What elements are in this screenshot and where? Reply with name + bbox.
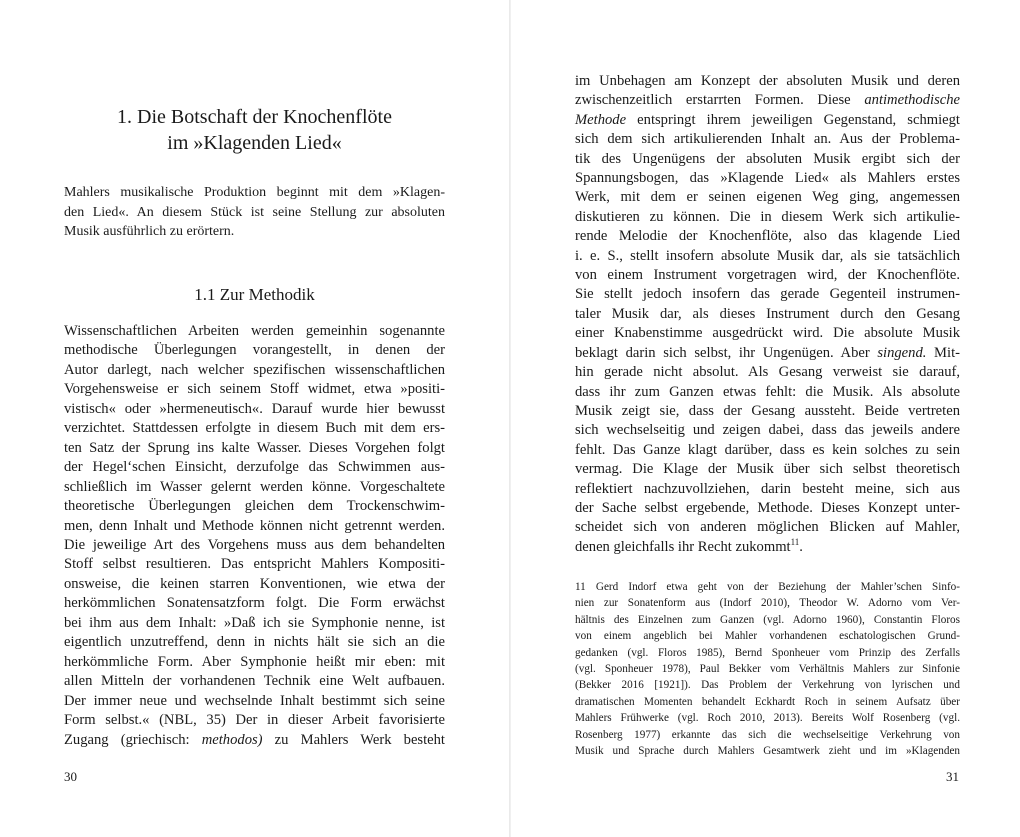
body-line: men, denn Inhalt und Methode können nicht getrennt werden. xyxy=(64,517,445,534)
footnote-line: nien zur Sonatenform aus (Indorf 2010), Theodor W. Adorno vom Ver- xyxy=(575,597,960,610)
body-line: allen Mitteln der vorhandenen Technik eine Welt aufbauen. xyxy=(64,673,445,690)
body-line: Spannungsbogen, das »Klagende Lied« als Mahlers erstes xyxy=(575,170,960,187)
body-text: zwischenzeitlich erstarrten Formen. Diese xyxy=(575,92,865,109)
body-text: beklagt darin sich selbst, ihr Ungenügen. Aber xyxy=(575,344,878,361)
body-line: Der immer neue und wechselnde Inhalt bestimmt sich seine xyxy=(64,692,445,709)
footnote-line: 11 Gerd Indorf etwa geht von der Beziehung der Mahler’schen Sinfo- xyxy=(575,581,960,593)
body-line xyxy=(575,344,960,363)
body-line: sich wechselseitig und zeigen dabei, dass das jeweils andere xyxy=(575,422,960,439)
left-page xyxy=(0,0,509,837)
body-line: sich dem sich artikulierenden Inhalt an. Aus der Problema- xyxy=(575,131,960,148)
intro-line: Mahlers musikalische Produktion beginnt mit dem »Klagen- xyxy=(64,185,445,200)
body-line: ten Satz der Sprung ins kalte Wasser. Dieses Vorgehen folgt xyxy=(64,439,445,456)
body-line: theoretische Überlegungen gleichen dem Trockenschwim- xyxy=(64,498,445,515)
body-text: Mit- xyxy=(926,344,960,361)
page-number-left: 30 xyxy=(64,769,77,784)
footnote-line: Rosenberg 1977) erkannte das sich die wechselseitige Verkehrung von xyxy=(575,728,960,741)
body-line: fehlt. Das Ganze klagt darüber, dass es kein solches zu sein xyxy=(575,441,960,458)
body-line: der Hegel‘schen Einsicht, derzufolge das Schwimmen aus- xyxy=(64,459,445,476)
body-text: Zugang (griechisch: xyxy=(64,731,202,748)
body-line: der Sache selbst ergebende, Methode. Dieses Konzept unter- xyxy=(575,499,960,516)
body-line: Form selbst.« (NBL, 35) Der in dieser Arbeit favorisierte xyxy=(64,712,445,729)
body-line: bei ihm aus dem Inhalt: »Daß ich sie Symphonie nenne, ist xyxy=(64,614,445,631)
body-text: denen gleichfalls ihr Recht zukommt xyxy=(575,538,791,555)
continuation-paragraph xyxy=(575,72,960,557)
body-line: Wissenschaftlichen Arbeiten werden gemeinhin sogenannte xyxy=(64,323,445,339)
body-line: diskutieren zu können. Die in diesem Werk sich artikulie- xyxy=(575,208,960,225)
body-text: zu Mahlers Werk besteht xyxy=(262,731,445,748)
footnote-line: dramatischen Momenten behandelt Eckhardt Roch in seinem Aufsatz über xyxy=(575,695,960,708)
footnote-reference: 11 xyxy=(790,536,800,547)
footnote-line: Mahlers Frühwerke (vgl. Roch 2010, 2013). Bereits Wolf Rosenberg (vgl. xyxy=(575,712,960,725)
footnote-line: Musik und Sprache durch Mahlers Gesamtwerk zieht und im »Klagenden xyxy=(575,745,960,758)
body-line: herkömmliche Form. Aber Symphonie heißt mir eben: mit xyxy=(64,653,445,670)
body-line: verzichtet. Stattdessen erfolgte in diesem Buch mit dem ers- xyxy=(64,420,445,437)
body-line: Sie stellt jedoch insofern das gerade Gegenteil instrumen- xyxy=(575,286,960,303)
body-line: vistisch« oder »hermeneutisch«. Darauf wurde hier bewusst xyxy=(64,400,445,417)
italic-term: antimethodische xyxy=(864,92,960,109)
body-line: reflektiert nachzuvollziehen, darin besteht meine, sich aus xyxy=(575,480,960,497)
body-line: Musik zeigt sie, dass der Gesang aussteht. Beide vertreten xyxy=(575,402,960,419)
body-line: einer Knabenstimme ausgedrückt wird. Die absolute Musik xyxy=(575,325,960,342)
body-line: onsweise, die keinen starren Konventionen, wie etwa der xyxy=(64,575,445,592)
body-line: rende Melodie der Knochenflöte, also das klagende Lied xyxy=(575,228,960,245)
footnote-11 xyxy=(575,579,960,759)
body-line xyxy=(575,111,960,130)
body-line: Die jeweilige Art des Vorgehens muss aus dem behandelten xyxy=(64,536,445,553)
body-text: entspringt ihrem jeweiligen Gegenstand, schmiegt xyxy=(626,111,960,128)
body-line xyxy=(64,731,445,750)
italic-term: methodos) xyxy=(201,731,263,748)
body-line: schließlich im Wasser gelernt werden könne. Vorgeschaltete xyxy=(64,478,445,495)
body-line: von einem Instrument vorgetragen wird, der Knochenflöte. xyxy=(575,267,960,284)
footnote-line: von einem angeblich bei Mahler vorhandenen eschatologischen Grund- xyxy=(575,630,960,643)
footnote-line: gedanken (vgl. Floros 1985), Bernd Sponheuer vom Prinzip des Zerfalls xyxy=(575,646,960,659)
intro-line: Musik ausführlich zu erörtern. xyxy=(64,224,235,239)
body-line: tik des Ungenügens der absoluten Musik ergibt sich der xyxy=(575,150,960,167)
methodik-paragraph xyxy=(64,322,445,750)
intro-line: den Lied«. An diesem Stück ist seine Stellung zur absoluten xyxy=(64,204,445,220)
body-line: i. e. S., stellt insofern absolute Musik dar, als sie tatsächlich xyxy=(575,247,960,264)
italic-term: singend. xyxy=(877,344,927,361)
body-line: Werk, mit dem er seinen eigenen Weg ging, angemessen xyxy=(575,189,960,206)
chapter-title-line-1: 1. Die Botschaft der Knochenflöte xyxy=(117,106,392,128)
right-page xyxy=(511,0,1020,837)
page-number-right: 31 xyxy=(946,769,959,784)
body-line: Autor darlegt, nach welcher spezifischen wissenschaftlichen xyxy=(64,361,445,378)
body-line: hin gerade nicht absolut. Als Gesang verweist sie darauf, xyxy=(575,364,960,381)
body-line: denen gleichfalls ihr Recht zukommt$^{11}$. xyxy=(575,536,803,555)
body-line: dass ihr zum Ganzen etwas fehlt: die Musik. Als absolute xyxy=(575,383,960,400)
footnote-line: (Bekker 2016 [1921]). Das Problem der Verkehrung von lyrischen und xyxy=(575,679,960,692)
body-line: methodische Überlegungen vorangestellt, in denen der xyxy=(64,342,445,359)
body-line: Vorgehensweise er sich seinem Stoff widmet, etwa »positi- xyxy=(64,381,445,398)
chapter-title-line-2: im »Klagenden Lied« xyxy=(167,132,342,154)
body-line: eigentlich unzutreffend, denn in nichts hält sie sich an die xyxy=(64,634,445,651)
body-line: herkömmlichen Sonatensatzform folgt. Die Form erwächst xyxy=(64,595,445,612)
body-line xyxy=(575,91,960,110)
footnote-line: hältnis des Einzelnen zum Ganzen (vgl. Adorno 1960), Constantin Floros xyxy=(575,613,960,626)
body-line: scheidet sich von anderen möglichen Blicken auf Mahler, xyxy=(575,519,960,536)
italic-term: Methode xyxy=(575,111,627,128)
body-line: im Unbehagen am Konzept der absoluten Musik und deren xyxy=(575,73,960,89)
chapter-title xyxy=(64,104,445,156)
section-title: 1.1 Zur Methodik xyxy=(194,285,315,304)
intro-paragraph xyxy=(64,183,445,242)
body-line: vermag. Die Klage der Musik über sich selbst theoretisch xyxy=(575,461,960,478)
body-line: taler Musik dar, als dieses Instrument durch den Gesang xyxy=(575,305,960,322)
footnote-line: (vgl. Sponheuer 1978), Paul Bekker vom Verhältnis Mahlers zur Sinfonie xyxy=(575,663,960,676)
body-line: Stoff selbst resultieren. Das entspricht Mahlers Kompositi- xyxy=(64,556,445,573)
